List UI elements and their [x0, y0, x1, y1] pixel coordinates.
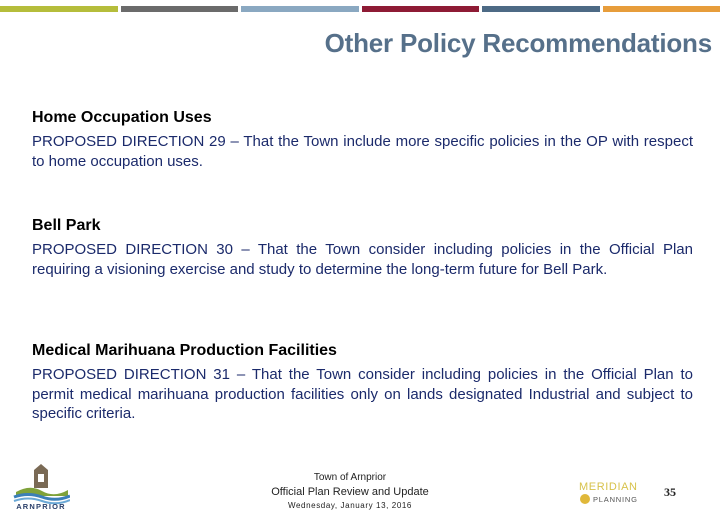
stripe-segment-5 — [482, 6, 600, 12]
section-home-occupation — [32, 108, 693, 171]
footer-date: Wednesday, January 13, 2016 — [288, 501, 412, 510]
section-bell-park — [32, 216, 693, 279]
stripe-segment-2 — [121, 6, 239, 12]
section-body: PROPOSED DIRECTION 31 – That the Town consider including policies in the Official Plan to permit medical marihuana production facilities only on lands designated Industrial and subject to specific criteria. — [32, 366, 693, 422]
section-body: PROPOSED DIRECTION 30 – That the Town consider including policies in the Official Plan requiring a visioning exercise and study to determine the long-term future for Bell Park. — [32, 241, 693, 278]
section-body: PROPOSED DIRECTION 29 – That the Town include more specific policies in the OP with respect to home occupation uses. — [32, 133, 693, 170]
section-heading: Medical Marihuana Production Facilities — [32, 342, 337, 359]
stripe-segment-3 — [241, 6, 359, 12]
section-heading: Home Occupation Uses — [32, 109, 212, 126]
section-heading: Bell Park — [32, 217, 101, 234]
page-title: Other Policy Recommendations — [324, 28, 712, 58]
section-medical-marihuana — [32, 341, 693, 424]
planning-logo-text: PLANNING — [593, 495, 638, 504]
footer-plan-title: Official Plan Review and Update — [271, 486, 429, 498]
arnprior-logo-text: ARNPRIOR — [16, 502, 66, 511]
footer-info — [240, 472, 460, 512]
stripe-segment-6 — [603, 6, 720, 12]
top-color-stripe — [0, 6, 720, 12]
meridian-planning-logo — [578, 478, 648, 508]
page-number: 35 — [664, 485, 676, 499]
stripe-segment-4 — [362, 6, 480, 12]
meridian-logo-text: MERIDIAN — [579, 481, 638, 493]
footer-town: Town of Arnprior — [313, 472, 387, 483]
stripe-segment-1 — [0, 6, 118, 12]
arnprior-logo — [12, 462, 70, 512]
